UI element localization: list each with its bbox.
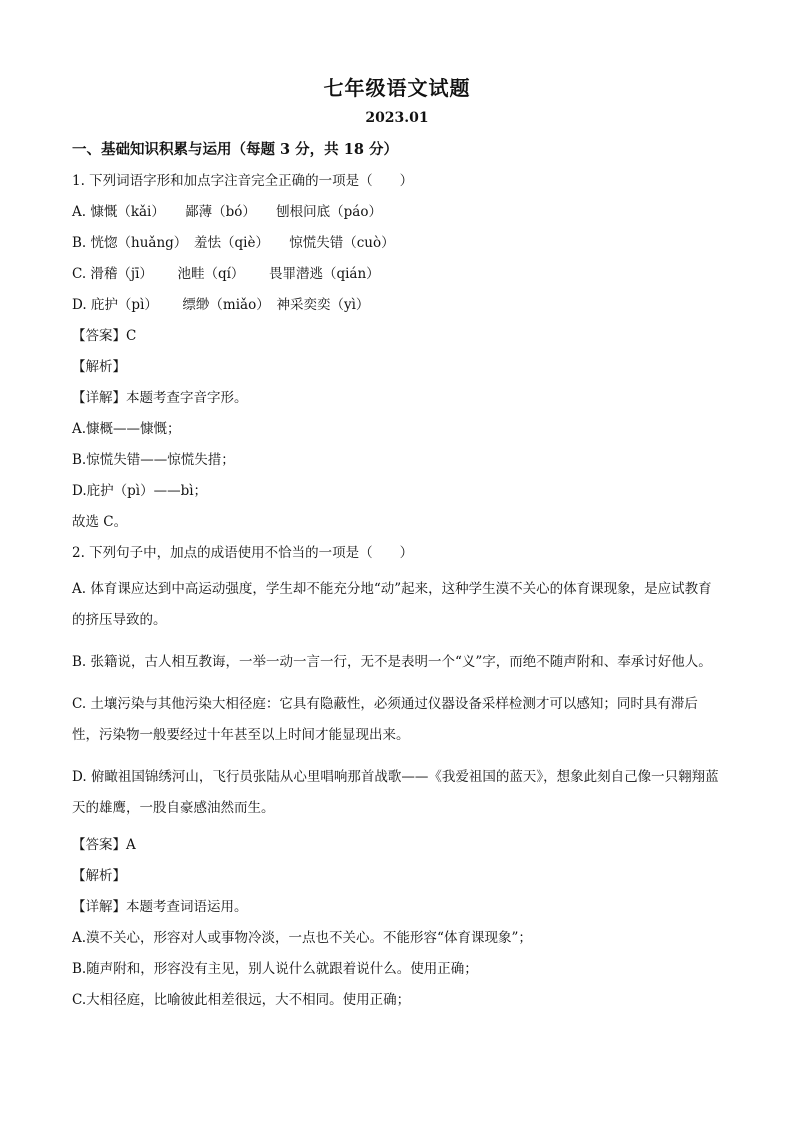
q2-stem: 2. 下列句子中，加点的成语使用不恰当的一项是（ ） [72,545,414,561]
exam-date: 2023.01 [365,110,429,126]
q2-option-d: D. 俯瞰祖国锦绣河山，飞行员张陆从心里唱响那首战歌——《我爱祖国的蓝天》，想象此刻自己像一只翱翔蓝天的雄鹰，一股自豪感油然而生。 [72,769,719,816]
q1-point-d: D.庇护（pì）——bì； [72,483,208,499]
q1-option-a: A. 慷慨（kǎi） 鄙薄（bó） 刨根问底（páo） [72,204,382,220]
q2-point-b: B.随声附和，形容没有主见，别人说什么就跟着说什么。使用正确； [72,961,478,977]
q1-point-a: A.慷概——慷慨； [72,421,181,437]
q2-option-c: C. 土壤污染与其他污染大相径庭：它具有隐蔽性，必须通过仪器设备采样检测才可以感知；同时具有滞后性，污染物一般要经过十年甚至以上时间才能显现出来。 [72,696,698,743]
q1-point-b: B.惊慌失错——惊慌失措； [72,452,235,468]
q1-option-b: B. 恍惚（huǎng） 羞怯（qiè） 惊慌失错（cuò） [72,235,395,251]
q1-answer: 【答案】C [72,328,137,344]
q2-point-a: A.漠不关心，形容对人或事物冷淡，一点也不关心。不能形容“体育课现象”； [72,930,532,946]
exam-content [72,140,722,1021]
q2-detail: 【详解】本题考查词语运用。 [72,899,248,915]
q2-analysis-label: 【解析】 [72,868,126,884]
q1-option-d: D. 庇护（pì） 缥缈（miǎo） 神采奕奕（yì） [72,297,370,313]
q1-option-c: C. 滑稽（jī） 池畦（qí） 畏罪潜逃（qián） [72,266,380,282]
q1-detail: 【详解】本题考查字音字形。 [72,390,248,406]
q2-option-b: B. 张籍说，古人相互教诲，一举一动一言一行，无不是表明一个“义”字，而绝不随声附和、奉承讨好他人。 [72,654,712,670]
q2-point-c: C.大相径庭，比喻彼此相差很远，大不相同。使用正确； [72,992,411,1008]
q1-conclusion: 故选 C。 [72,514,128,530]
q1-stem: 1. 下列词语字形和加点字注音完全正确的一项是（ ） [72,173,414,189]
q2-option-a: A. 体育课应达到中高运动强度，学生却不能充分地“动”起来，这种学生漠不关心的体育课现象，是应试教育的挤压导致的。 [72,581,712,628]
q2-answer: 【答案】A [72,837,136,853]
page-title: 七年级语文试题 [323,76,471,100]
section-heading: 一、基础知识积累与运用（每题 3 分，共 18 分） [72,141,398,158]
q1-analysis-label: 【解析】 [72,359,126,375]
